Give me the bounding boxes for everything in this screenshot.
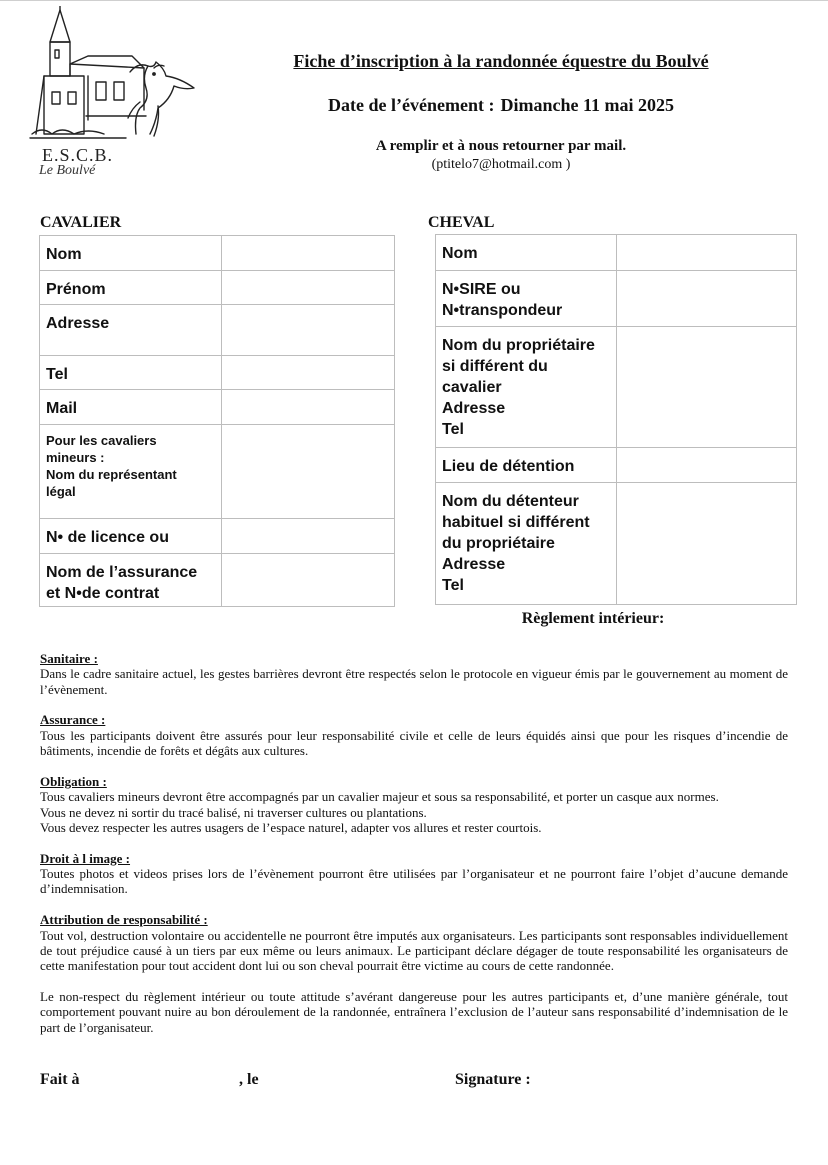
rule-assurance <box>40 712 788 758</box>
cheval-nom-field[interactable] <box>616 235 796 271</box>
table-row <box>40 554 395 607</box>
cavalier-nom-field[interactable] <box>221 236 394 271</box>
rule-text: Le non-respect du règlement intérieur ou toute attitude s’avérant dangereuse pour les autres participants et, d’une manière générale, tout comportement pouvant nuire au bon déroulement de la randonnée, entraînera l’exclusion de l’auteur sans responsabilité d’indemnisation de le part de l’organisateur. <box>40 989 788 1035</box>
reglement-title: Règlement intérieur: <box>521 610 665 627</box>
fait-a-label: Fait à <box>40 1071 80 1088</box>
cavalier-prenom-field[interactable] <box>221 271 394 305</box>
cheval-sire-label: N•SIRE ou N•transpondeur <box>436 271 617 327</box>
cavalier-adresse-field[interactable] <box>221 305 394 356</box>
cavalier-tel-field[interactable] <box>221 356 394 390</box>
cavalier-mail-field[interactable] <box>221 390 394 425</box>
table-row <box>40 305 395 356</box>
cheval-table <box>435 234 797 605</box>
date-le-label: , le <box>239 1071 259 1088</box>
rule-heading: Assurance : <box>40 712 106 728</box>
reglement-body <box>40 651 788 1051</box>
table-row <box>40 519 395 554</box>
rule-text: Vous ne devez ni sortir du tracé balisé, ni traverser cultures ou plantations. <box>40 804 427 820</box>
rule-heading: Droit à l image : <box>40 850 131 866</box>
cavalier-prenom-label: Prénom <box>40 271 222 305</box>
cheval-detenteur-label: Nom du détenteur habituel si différent du propriétaire Adresse Tel <box>436 483 617 605</box>
cheval-lieu-label: Lieu de détention <box>436 448 617 483</box>
page-title: Fiche d’inscription à la randonnée équestre du Boulvé <box>293 51 709 71</box>
cavalier-nom-label: Nom <box>40 236 222 271</box>
table-row <box>436 483 797 605</box>
logo-abbreviation: E.S.C.B. <box>42 145 114 165</box>
rule-heading: Sanitaire : <box>40 651 98 666</box>
church-horse-illustration <box>26 6 200 146</box>
rule-text: Tout vol, destruction volontaire ou accidentelle ne pourront être imputés aux organisateurs. Les participants sont responsables individuellement de tout préjudice causé à un tiers par eux même ou leurs animaux. Le participant déclare dégager de toute responsabilité les organisateurs de cette manifestation pour tout accident dont lui ou son cheval pourrait être victime au cours de cette randonnée. <box>40 927 788 974</box>
cavalier-assurance-field[interactable] <box>221 554 394 607</box>
rule-droit-image <box>40 851 788 897</box>
rule-text: Toutes photos et videos prises lors de l’évènement pourront être utilisées par l’organisateur et ne pourront faire l’objet d’aucune demande d’indemnisation. <box>40 866 788 897</box>
rule-obligation <box>40 774 788 835</box>
cheval-proprietaire-field[interactable] <box>616 327 796 448</box>
cavalier-representant-label: Pour les cavaliers mineurs : Nom du représentant légal <box>40 425 222 519</box>
table-row <box>40 390 395 425</box>
rule-text: Tous cavaliers mineurs devront être accompagnés par un cavalier majeur et sous sa responsabilité, et porter un casque aux normes. <box>40 789 719 805</box>
cavalier-section-title: CAVALIER <box>40 214 122 231</box>
return-instruction: A remplir et à nous retourner par mail. <box>375 138 627 154</box>
table-row <box>436 327 797 448</box>
table-row <box>40 271 395 305</box>
event-date-label: Date de l’événement : <box>328 95 495 115</box>
cavalier-assurance-label: Nom de l’assurance et N•de contrat <box>40 554 222 607</box>
top-border <box>0 0 828 1</box>
rule-heading: Obligation : <box>40 773 107 789</box>
event-date-value: Dimanche 11 mai 2025 <box>500 95 674 115</box>
table-row <box>436 235 797 271</box>
cavalier-table <box>39 235 395 607</box>
logo-place-name: Le Boulvé <box>39 163 96 178</box>
table-row <box>40 236 395 271</box>
event-date <box>260 95 742 116</box>
rule-heading: Attribution de responsabilité : <box>40 912 208 928</box>
cavalier-licence-label: N• de licence ou <box>40 519 222 554</box>
cheval-proprietaire-label: Nom du propriétaire si différent du cavalier Adresse Tel <box>436 327 617 448</box>
contact-email: (ptitelo7@hotmail.com ) <box>431 157 571 172</box>
club-logo <box>26 6 200 182</box>
cavalier-mail-label: Mail <box>40 390 222 425</box>
cavalier-tel-label: Tel <box>40 356 222 390</box>
cavalier-licence-field[interactable] <box>221 519 394 554</box>
rule-non-respect <box>40 989 788 1035</box>
cavalier-adresse-label: Adresse <box>40 305 222 356</box>
table-row <box>436 271 797 327</box>
cheval-detenteur-field[interactable] <box>616 483 796 605</box>
table-row <box>436 448 797 483</box>
rule-text: Dans le cadre sanitaire actuel, les gestes barrières devront être respectés selon le protocole en vigueur émis par le gouvernement au moment de l’évènement. <box>40 666 788 697</box>
rule-responsabilite <box>40 912 788 973</box>
signature-label: Signature : <box>455 1071 531 1088</box>
table-row <box>40 425 395 519</box>
cavalier-representant-field[interactable] <box>221 425 394 519</box>
table-row <box>40 356 395 390</box>
cheval-lieu-field[interactable] <box>616 448 796 483</box>
rule-text: Vous devez respecter les autres usagers de l’espace naturel, adapter vos allures et rester courtois. <box>40 819 542 835</box>
rule-text: Tous les participants doivent être assurés pour leur responsabilité civile et celle de leurs équidés ainsi que pour les risques d’incendie de bâtiments, incendie de forêts et dégâts aux cultures. <box>40 727 788 759</box>
cheval-sire-field[interactable] <box>616 271 796 327</box>
cheval-section-title: CHEVAL <box>428 214 495 231</box>
rule-sanitaire <box>40 651 788 697</box>
cheval-nom-label: Nom <box>436 235 617 271</box>
